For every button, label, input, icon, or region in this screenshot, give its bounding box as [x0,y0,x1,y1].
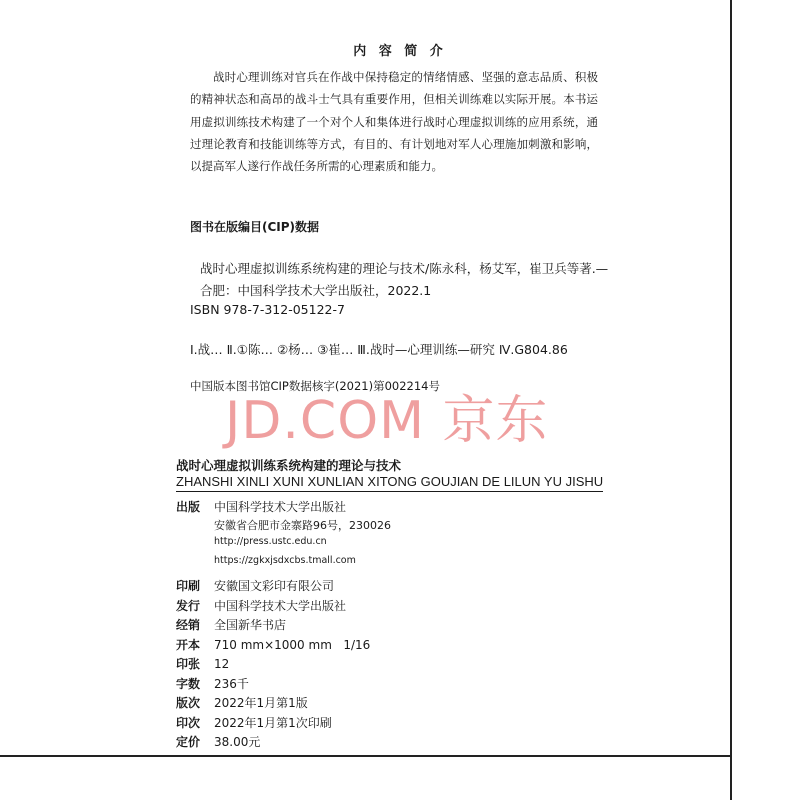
publisher-url-row [176,536,391,555]
cip-record: 战时心理虚拟训练系统构建的理论与技术/陈永科，杨艾军，崔卫兵等著.—合肥：中国科学技术大学出版社，2022.1 [200,261,609,298]
spec-label: 印刷 [176,579,201,593]
publisher-store-row [176,555,391,577]
spec-label: 发行 [176,598,201,613]
spec-label: 印次 [176,715,201,730]
publisher-address-row [176,517,391,536]
cip-title: 图书在版编目(CIP)数据 [190,220,320,234]
spec-value: 710 mm×1000 mm 1/16 [214,637,371,652]
spec-value: 38.00元 [214,735,261,749]
spec-row [176,616,391,636]
spec-row [176,636,391,656]
cip-classification: Ⅰ.战… Ⅱ.①陈… ②杨… ③崔… Ⅲ.战时—心理训练—研究 Ⅳ.G804.86 [190,342,568,357]
page-border-right [730,0,732,800]
spec-row [176,694,391,714]
publication-info [176,498,391,753]
watermark: JD.COM 京东 [225,391,549,451]
publisher-url[interactable]: http://press.ustc.edu.cn [214,536,327,547]
spec-row [176,714,391,734]
cip-record-number: 中国版本图书馆CIP数据核字(2021)第002214号 [190,379,440,393]
spec-value: 中国科学技术大学出版社 [214,598,347,613]
spec-value: 全国新华书店 [214,618,287,632]
spec-row [176,597,391,617]
spec-value: 2022年1月第1版 [214,696,308,710]
spec-label: 经销 [176,618,201,632]
spec-label: 开本 [176,637,201,652]
book-pinyin-title: ZHANSHI XINLI XUNI XUNLIAN XITONG GOUJIAN DE LILUN YU JISHU [176,474,603,492]
spec-row [176,733,391,753]
spec-value: 236千 [214,676,249,691]
publisher-label: 出版 [176,500,201,514]
spec-value: 12 [214,657,230,671]
spec-label: 字数 [176,676,201,691]
book-title: 战时心理虚拟训练系统构建的理论与技术 [176,458,402,473]
publisher-store-url[interactable]: https://zgkxjsdxcbs.tmall.com [214,555,356,566]
publisher-name: 中国科学技术大学出版社 [214,500,347,514]
spec-row [176,675,391,695]
publisher-address: 安徽省合肥市金寨路96号，230026 [214,519,391,532]
spec-value: 安徽国文彩印有限公司 [214,579,335,593]
page-border-bottom [0,755,732,757]
spec-value: 2022年1月第1次印刷 [214,715,332,730]
cip-isbn: ISBN 978-7-312-05122-7 [190,302,345,317]
publisher-row [176,498,391,517]
spec-label: 版次 [176,696,201,710]
spec-label: 印张 [176,657,201,671]
abstract-body: 战时心理训练对官兵在作战中保持稳定的情绪情感、坚强的意志品质、积极的精神状态和高昂的战斗士气具有重要作用，但相关训练难以实际开展。本书运用虚拟训练技术构建了一个对个人和集体进行战时心理虚拟训练的应用系统，通过理论教育和技能训练等方式，有目的、有计划地对军人心理施加刺激和影响，以提高军人遂行作战任务所需的心理素质和能力。 [190,70,598,174]
spec-row [176,655,391,675]
spec-label: 定价 [176,735,201,749]
abstract-title: 内 容 简 介 [353,44,447,59]
spec-row [176,577,391,597]
